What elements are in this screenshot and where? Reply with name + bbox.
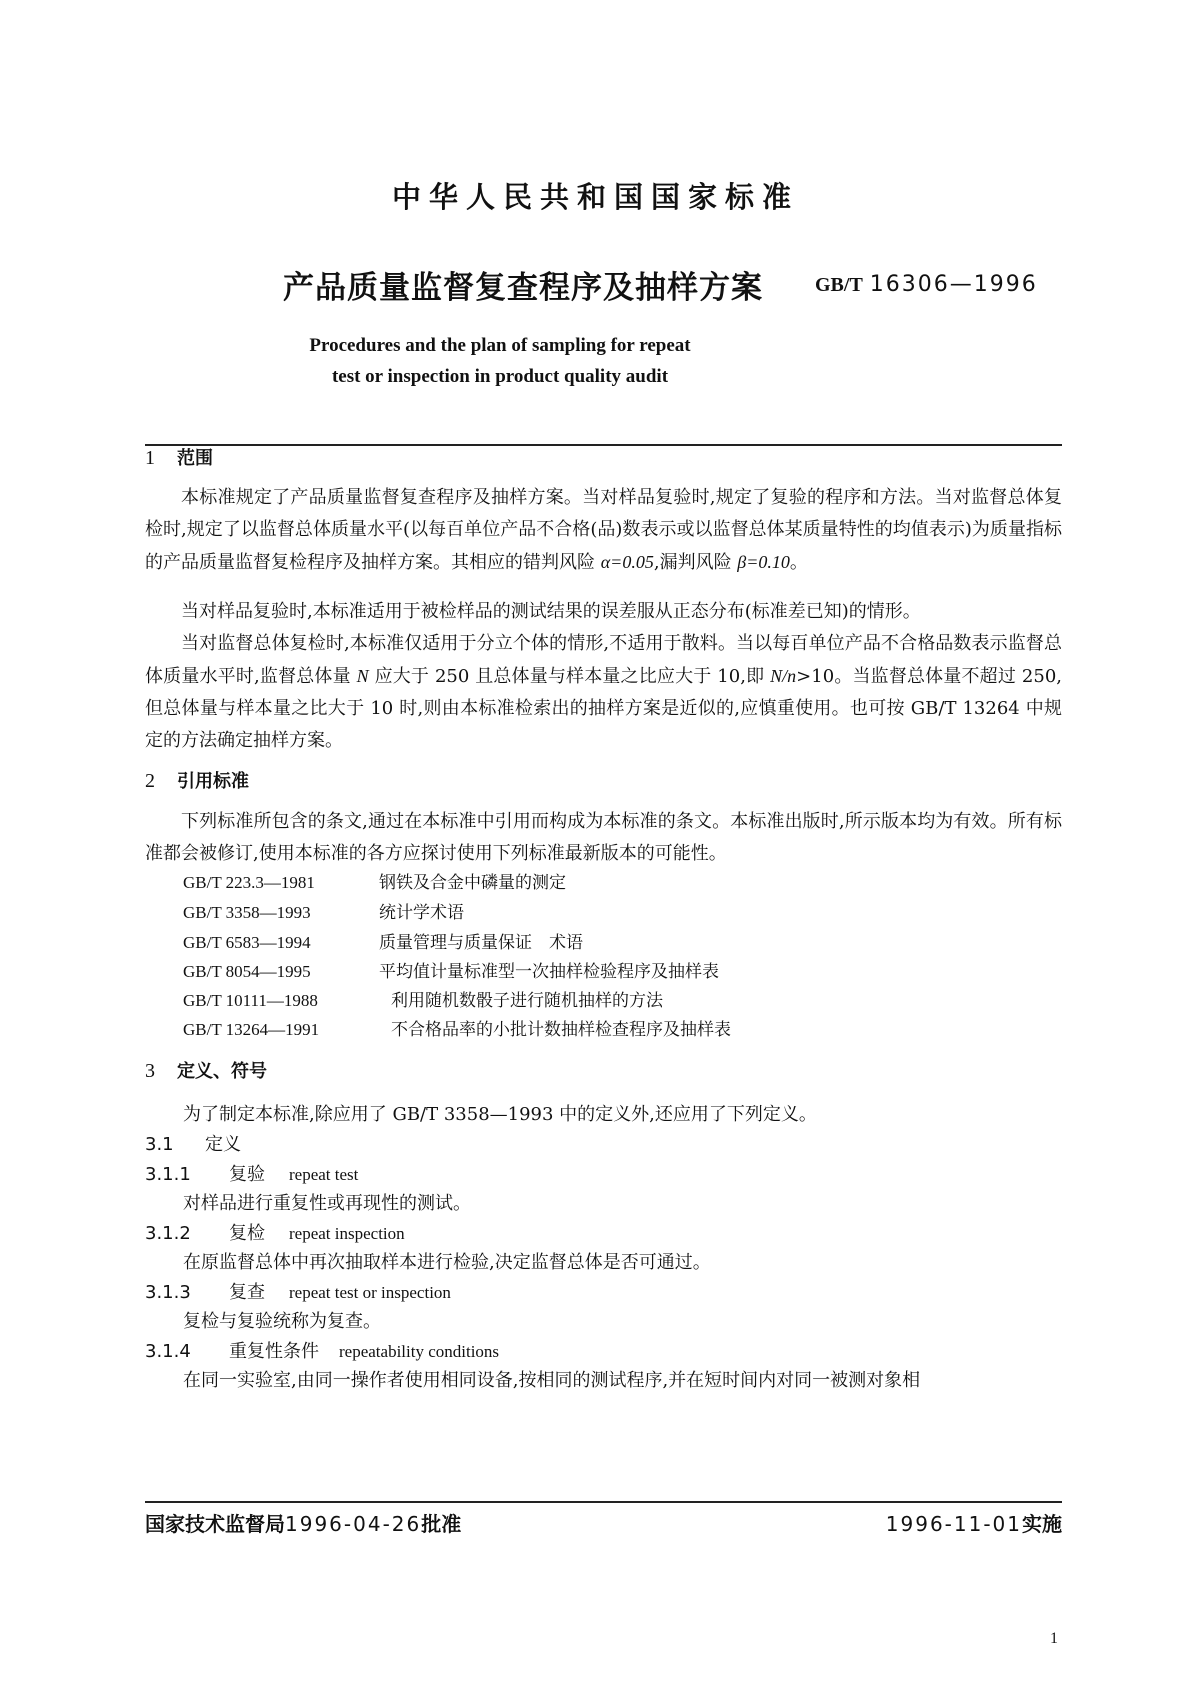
section-2-title: 引用标准 [177, 771, 249, 792]
definition-number: 3.1.2 [145, 1223, 191, 1244]
para-text: 。 [789, 552, 808, 573]
section-2-paragraph-1: 下列标准所包含的条文,通过在本标准中引用而构成为本标准的条文。本标准出版时,所示版本均为有效。所有标准都会被修订,使用本标准的各方应探讨使用下列标准最新版本的可能性。 [145, 811, 1062, 864]
standard-code: 16306—1996 [869, 272, 1038, 297]
definition-number: 3.1.4 [145, 1341, 191, 1362]
section-3-title: 定义、符号 [177, 1061, 267, 1082]
definition-term-cn: 复验 [229, 1164, 265, 1185]
reference-code: GB/T 223.3—1981 [183, 873, 315, 892]
document-title-cn: 产品质量监督复查程序及抽样方案 [283, 270, 763, 306]
reference-code: GB/T 13264—1991 [183, 1020, 320, 1039]
definition-text: 在同一实验室,由同一操作者使用相同设备,按相同的测试程序,并在短时间内对同一被测对象相 [183, 1370, 921, 1391]
reference-item [183, 868, 566, 893]
para-text: 本标准规定了产品质量监督复查程序及抽样方案。当对样品复验时,规定了复验的程序和方法。当对监督总体复检时,规定了以监督总体质量水平(以每百单位产品不合格(品)数表示或以监督总体某质量特性的均值表示)为质量指标的产品质量监督复检程序及抽样方案。其相应的错判风险 [145, 487, 1062, 573]
standard-number [815, 272, 1038, 297]
symbol-N: N [356, 666, 369, 686]
reference-name: 平均值计量标准型一次抽样检验程序及抽样表 [379, 962, 719, 982]
definition-number: 3.1.1 [145, 1164, 191, 1185]
reference-name: 不合格品率的小批计数抽样检查程序及抽样表 [391, 1020, 731, 1040]
reference-item [183, 1015, 731, 1040]
definition-term [145, 1160, 358, 1186]
definition-text: 对样品进行重复性或再现性的测试。 [183, 1193, 471, 1214]
section-3-number: 3 [145, 1060, 155, 1082]
header-divider [145, 444, 1062, 446]
issue-date: 1996-04-26 [285, 1512, 422, 1536]
document-title-en [250, 330, 750, 392]
reference-item [183, 957, 719, 982]
definition-term-en: repeat test or inspection [289, 1283, 451, 1302]
issue-statement [145, 1508, 461, 1537]
section-2-heading [145, 767, 249, 793]
page-number: 1 [1050, 1630, 1058, 1647]
para-text: >10。当监督总体量不超过 250,但总体量与样本量之比大于 10 时,则由本标准检索出的抽样方案是近似的,应慎重使用。也可按 GB/T 13264 中规定的方法确定抽样方案。 [145, 666, 1062, 751]
reference-item [183, 986, 663, 1011]
section-3-heading [145, 1057, 267, 1083]
symbol-N-over-n: N/n [770, 666, 797, 686]
section-2-number: 2 [145, 770, 155, 792]
reference-name: 统计学术语 [379, 903, 464, 923]
definition-term [145, 1219, 405, 1245]
reference-item [183, 898, 464, 923]
para-text: ,漏判风险 [653, 552, 738, 573]
implementation-date: 1996-11-01 [885, 1512, 1022, 1536]
definition-number: 3.1.3 [145, 1282, 191, 1303]
reference-code: GB/T 6583—1994 [183, 933, 311, 952]
section-1-heading [145, 444, 213, 470]
standard-prefix: GB/T [815, 274, 863, 296]
subsection-3-1 [145, 1130, 241, 1156]
definition-term-cn: 复查 [229, 1282, 265, 1303]
definition-term-cn: 重复性条件 [229, 1341, 319, 1362]
definition-term-en: repeatability conditions [339, 1342, 500, 1361]
section-3-paragraph-1: 为了制定本标准,除应用了 GB/T 3358—1993 中的定义外,还应用了下列定义。 [183, 1104, 817, 1125]
reference-code: GB/T 3358—1993 [183, 903, 311, 922]
definition-term [145, 1337, 499, 1363]
reference-name: 钢铁及合金中磷量的测定 [379, 873, 566, 893]
definition-term-cn: 复检 [229, 1223, 265, 1244]
reference-item [183, 928, 583, 953]
para-text: 应大于 250 且总体量与样本量之比应大于 10,即 [368, 666, 771, 687]
section-1-paragraph-3 [145, 628, 1062, 757]
definition-term [145, 1278, 451, 1304]
national-standard-heading: 中华人民共和国国家标准 [391, 180, 799, 214]
alpha-value: α=0.05 [600, 552, 654, 572]
implementation-statement [886, 1508, 1062, 1537]
para-text: 当对监督总体复检时,本标准仅适用于分立个体的情形,不适用于散料。当以每百单位产品不合格品数表示监督总体质量水平时,监督总体量 [145, 633, 1062, 687]
section-1-number: 1 [145, 447, 155, 469]
subsection-title: 定义 [205, 1134, 241, 1155]
definition-text: 复检与复验统称为复查。 [183, 1311, 381, 1332]
definition-term-en: repeat test [289, 1165, 359, 1184]
issuer: 国家技术监督局 [145, 1512, 285, 1536]
reference-name: 质量管理与质量保证 术语 [379, 933, 583, 953]
definition-term-en: repeat inspection [289, 1224, 405, 1243]
section-1-title: 范围 [177, 448, 213, 469]
implement-label: 实施 [1022, 1512, 1062, 1536]
subsection-number: 3.1 [145, 1134, 174, 1155]
definition-text: 在原监督总体中再次抽取样本进行检验,决定监督总体是否可通过。 [183, 1252, 711, 1273]
section-1-paragraph-1 [145, 482, 1062, 579]
reference-name: 利用随机数骰子进行随机抽样的方法 [391, 991, 663, 1011]
title-en-line-1: Procedures and the plan of sampling for repeat [309, 335, 691, 356]
approve-label: 批准 [421, 1512, 462, 1536]
reference-code: GB/T 10111—1988 [183, 991, 318, 1010]
beta-value: β=0.10 [737, 552, 790, 572]
reference-code: GB/T 8054—1995 [183, 962, 311, 981]
section-1-paragraph-2: 当对样品复验时,本标准适用于被检样品的测试结果的误差服从正态分布(标准差已知)的情形。 [181, 601, 921, 622]
title-en-line-2: test or inspection in product quality audit [331, 366, 669, 387]
footer-divider [145, 1501, 1062, 1503]
